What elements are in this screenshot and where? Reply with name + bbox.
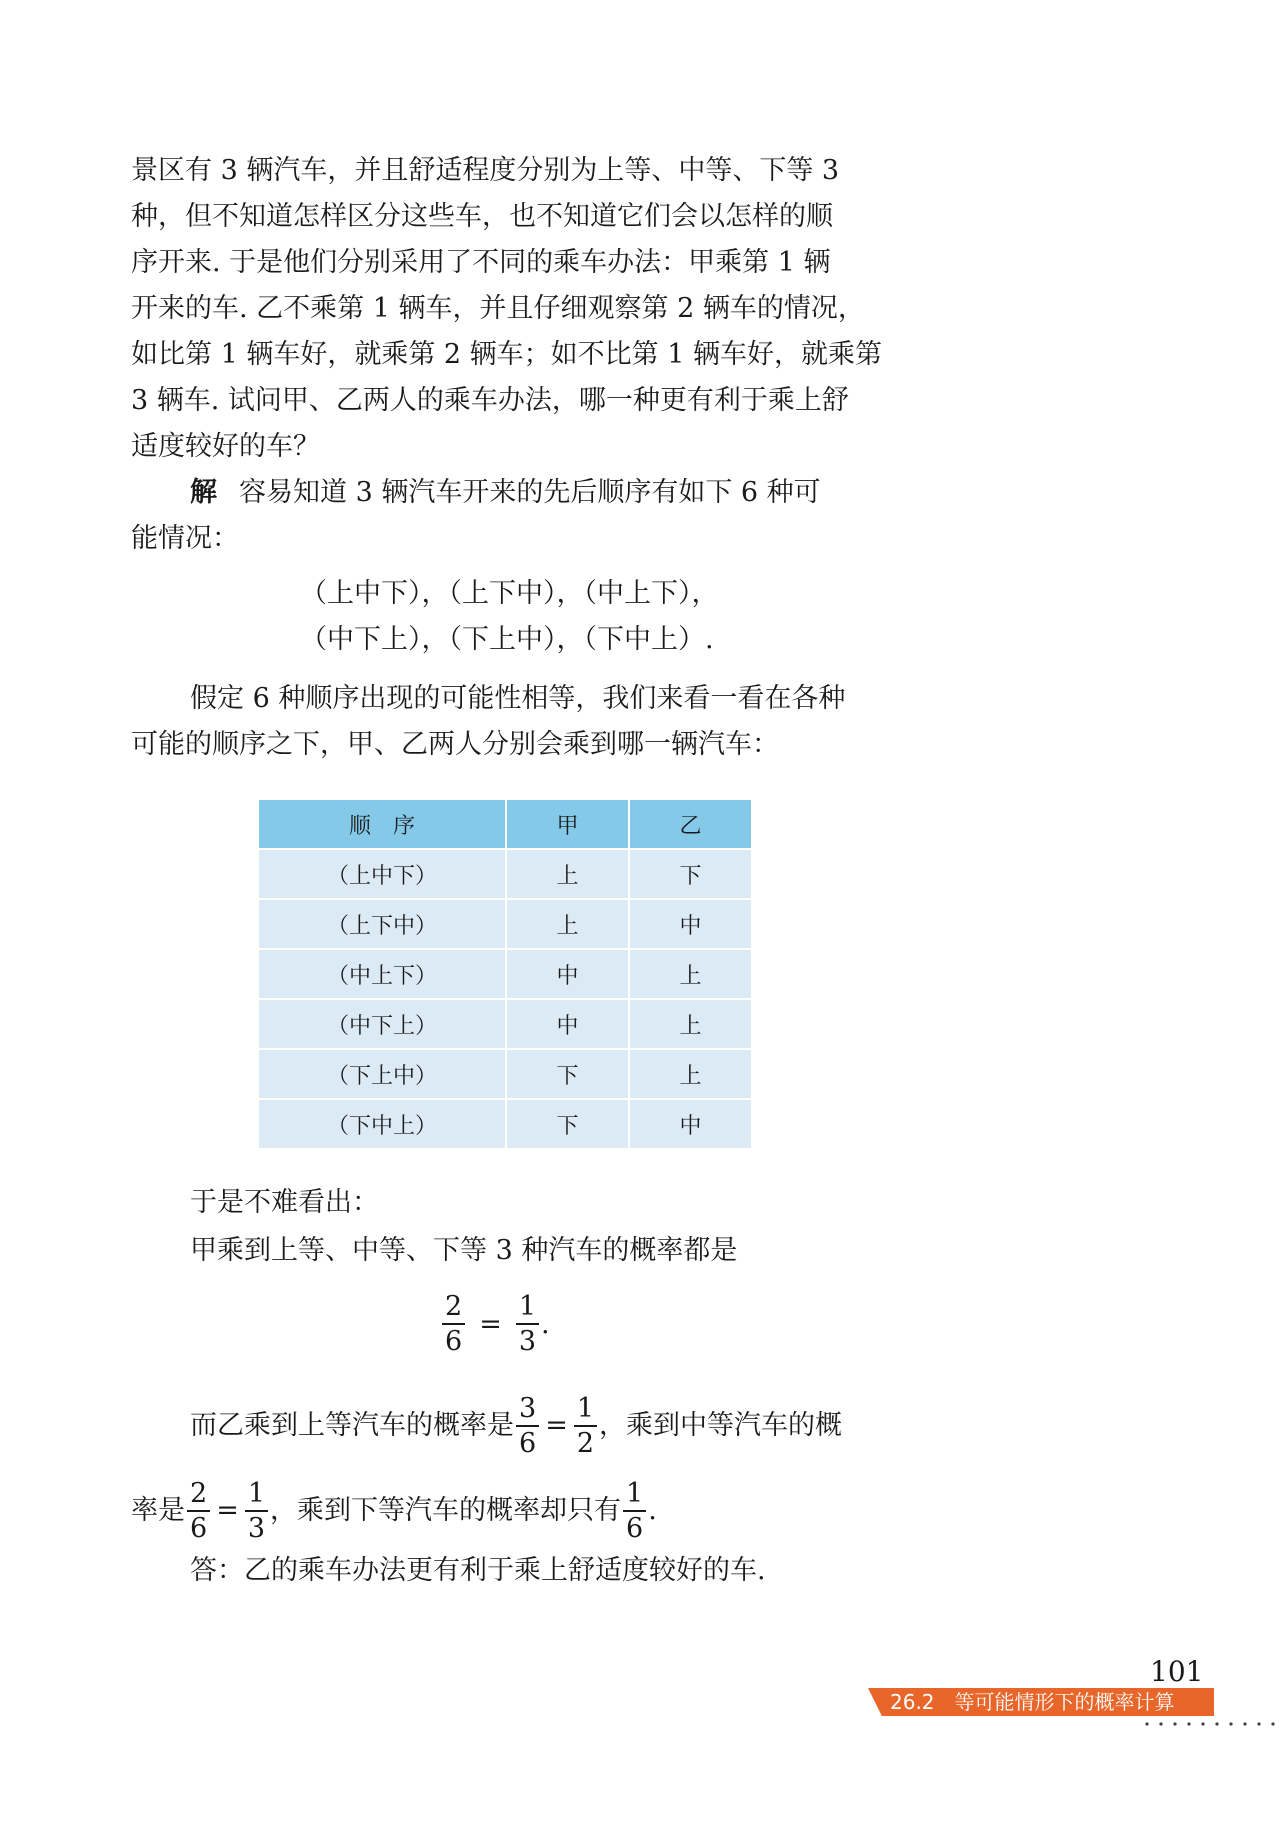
- period: .: [541, 1308, 550, 1340]
- cell-order: （中下上）: [258, 999, 506, 1049]
- header-jia: 甲: [506, 799, 629, 849]
- assume-line-1: 假定 6 种顺序出现的可能性相等，我们来看一看在各种: [190, 683, 846, 714]
- cell-jia: 中: [506, 949, 629, 999]
- conclusion-line-2: 甲乘到上等、中等、下等 3 种汽车的概率都是: [190, 1235, 738, 1266]
- order-table: [257, 798, 753, 1150]
- fraction: [574, 1395, 597, 1457]
- equals-sign: =: [216, 1495, 239, 1526]
- paragraph-line: 种，但不知道怎样区分这些车，也不知道它们会以怎样的顺: [131, 201, 833, 232]
- page-number: 101: [1150, 1655, 1204, 1688]
- header-yi: 乙: [629, 799, 752, 849]
- cell-jia: 中: [506, 999, 629, 1049]
- text: 率是: [131, 1495, 185, 1526]
- section-title: 26.2 等可能情形下的概率计算: [890, 1690, 1175, 1714]
- numerator: 1: [245, 1480, 268, 1512]
- cell-jia: 上: [506, 899, 629, 949]
- cell-order: （中上下）: [258, 949, 506, 999]
- cell-yi: 下: [629, 849, 752, 899]
- table-row: [258, 899, 752, 949]
- numerator: 2: [442, 1293, 465, 1325]
- cell-order: （下中上）: [258, 1099, 506, 1149]
- paragraph-line: 序开来. 于是他们分别采用了不同的乘车办法：甲乘第 1 辆: [131, 247, 831, 278]
- cell-order: （上中下）: [258, 849, 506, 899]
- fraction: [623, 1480, 646, 1542]
- cell-yi: 上: [629, 949, 752, 999]
- yi-probability-line-1: [190, 1395, 930, 1457]
- fraction: [442, 1293, 465, 1355]
- fraction: [245, 1480, 268, 1542]
- cell-yi: 上: [629, 1049, 752, 1099]
- cell-yi: 中: [629, 1099, 752, 1149]
- denominator: 6: [519, 1428, 537, 1459]
- denominator: 2: [576, 1428, 594, 1459]
- assume-line-2: 可能的顺序之下，甲、乙两人分别会乘到哪一辆汽车：: [131, 729, 779, 760]
- cell-order: （上下中）: [258, 899, 506, 949]
- dotted-rule: [1140, 1722, 1280, 1726]
- cell-jia: 上: [506, 849, 629, 899]
- numerator: 1: [516, 1293, 539, 1325]
- denominator: 6: [190, 1513, 208, 1544]
- header-order: 顺 序: [258, 799, 506, 849]
- table-row: [258, 949, 752, 999]
- cell-yi: 上: [629, 999, 752, 1049]
- paragraph-line: 3 辆车. 试问甲、乙两人的乘车办法，哪一种更有利于乘上舒: [131, 385, 849, 416]
- text: ，乘到中等汽车的概: [599, 1410, 842, 1441]
- paragraph-line: 景区有 3 辆汽车，并且舒适程度分别为上等、中等、下等 3: [131, 155, 840, 186]
- paragraph-line: 开来的车. 乙不乘第 1 辆车，并且仔细观察第 2 辆车的情况，: [131, 293, 865, 324]
- conclusion-line-1: 于是不难看出：: [190, 1187, 379, 1218]
- solution-line: [190, 470, 930, 516]
- numerator: 2: [187, 1480, 210, 1512]
- denominator: 6: [626, 1513, 644, 1544]
- solution-line-2: 能情况：: [131, 523, 239, 554]
- cell-order: （下上中）: [258, 1049, 506, 1099]
- paragraph-line: 如比第 1 辆车好，就乘第 2 辆车；如不比第 1 辆车好，就乘第: [131, 339, 883, 370]
- solution-label: 解: [190, 477, 217, 508]
- solution-text: 容易知道 3 辆汽车开来的先后顺序有如下 6 种可: [239, 477, 821, 508]
- fraction: [187, 1480, 210, 1542]
- cell-yi: 中: [629, 899, 752, 949]
- denominator: 6: [445, 1326, 463, 1357]
- period: .: [648, 1495, 657, 1526]
- yi-probability-line-2: [131, 1480, 871, 1542]
- numerator: 1: [574, 1395, 597, 1427]
- equals-sign: =: [479, 1308, 502, 1340]
- numerator: 1: [623, 1480, 646, 1512]
- text: ，乘到下等汽车的概率却只有: [270, 1495, 621, 1526]
- table-row: [258, 999, 752, 1049]
- paragraph-line: 适度较好的车？: [131, 431, 320, 462]
- fraction: [516, 1395, 539, 1457]
- table-row: [258, 1049, 752, 1099]
- numerator: 3: [516, 1395, 539, 1427]
- table-row: [258, 849, 752, 899]
- orders-row-1: （上中下），（上下中），（中上下），: [300, 578, 719, 609]
- denominator: 3: [247, 1513, 265, 1544]
- cell-jia: 下: [506, 1099, 629, 1149]
- text: 而乙乘到上等汽车的概率是: [190, 1410, 514, 1441]
- orders-row-2: （中下上），（下上中），（下中上）.: [300, 624, 714, 655]
- denominator: 3: [518, 1326, 536, 1357]
- fraction: [516, 1293, 539, 1355]
- answer-line: 答：乙的乘车办法更有利于乘上舒适度较好的车.: [190, 1555, 766, 1586]
- cell-jia: 下: [506, 1049, 629, 1099]
- table-header-row: [258, 799, 752, 849]
- equals-sign: =: [545, 1410, 568, 1441]
- jia-probability-formula: [440, 1293, 550, 1355]
- table-row: [258, 1099, 752, 1149]
